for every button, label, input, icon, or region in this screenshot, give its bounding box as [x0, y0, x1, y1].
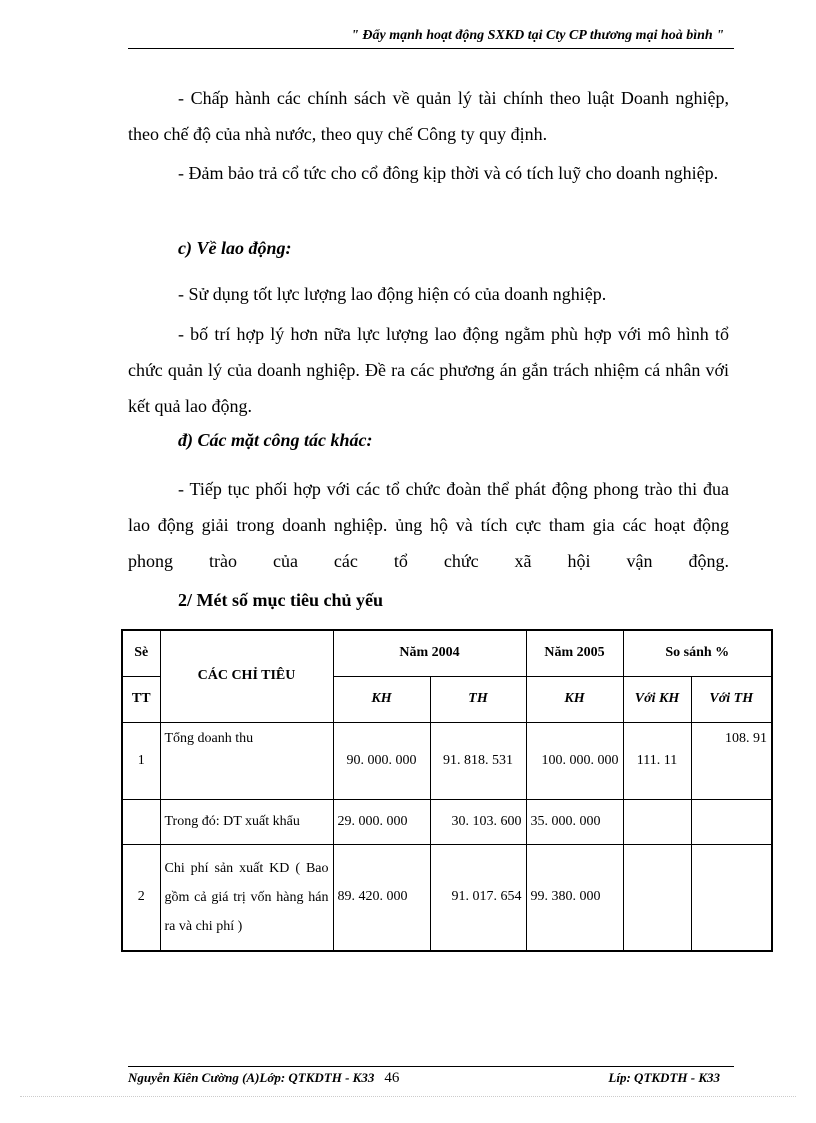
header-year-2004: Năm 2004: [333, 630, 526, 676]
heading-labor: c) Về lao động:: [178, 238, 292, 258]
header-year-2005: Năm 2005: [526, 630, 623, 676]
cell-vs-th: [691, 844, 772, 951]
paragraph-finance: - Chấp hành các chính sách về quản lý tài chính theo luật Doanh nghiệp, theo chế độ của nhà nước, theo quy chế Công ty quy định.: [128, 88, 729, 144]
cell-th-2004: 30. 103. 600: [430, 799, 526, 844]
header-kh-2004: KH: [333, 676, 430, 722]
header-th-2004: TH: [430, 676, 526, 722]
targets-table: [121, 629, 773, 952]
header-rule: [128, 48, 734, 49]
cell-vs-kh: 111. 11: [623, 722, 691, 799]
cell-name: Trong đó: DT xuất khẩu: [160, 799, 333, 844]
cell-kh-2004: 89. 420. 000: [333, 844, 430, 951]
cell-name: Tổng doanh thu: [160, 722, 333, 799]
paragraph-labor-arrange: - bố trí hợp lý hơn nữa lực lượng lao động ngằm phù hợp với mô hình tổ chức quản lý của doanh nghiệp. Đề ra các phương án gắn trách nhiệm cá nhân với kết quả lao động.: [128, 324, 729, 416]
table-row: [122, 799, 772, 844]
cell-stt: 2: [122, 844, 160, 951]
cell-stt: 1: [122, 722, 160, 799]
header-vs-kh: Với KH: [623, 676, 691, 722]
page-number: 46: [384, 1070, 400, 1086]
cell-stt: [122, 799, 160, 844]
cell-kh-2004: 90. 000. 000: [333, 722, 430, 799]
footer-author: [128, 1070, 399, 1087]
cell-kh-2005: 100. 000. 000: [526, 722, 623, 799]
cell-vs-kh: [623, 799, 691, 844]
header-title: " Đẩy mạnh hoạt động SXKD tại Cty CP thương mại hoà bình ": [351, 28, 724, 43]
header-comparison: So sánh %: [623, 630, 772, 676]
cell-name: Chi phí sản xuất KD ( Bao gồm cả giá trị vốn hàng hán ra và chi phí ): [160, 844, 333, 951]
footer-author-text: Nguyễn Kiên Cường (A)Lớp: QTKDTH - K33: [128, 1070, 375, 1085]
header-kh-2005: KH: [526, 676, 623, 722]
paragraph-dividend: - Đảm bảo trả cổ tức cho cổ đông kịp thời và có tích luỹ cho doanh nghiệp.: [178, 163, 719, 183]
paragraph-other-work: - Tiếp tục phối hợp với các tổ chức đoàn thể phát động phong trào thi đua lao động giải trong doanh nghiệp. ủng hộ và tích cực tham gia các hoạt động phong trào của các tổ chức xã hội vận động.: [128, 479, 729, 571]
footer-class: Líp: QTKDTH - K33: [608, 1070, 720, 1085]
cell-th-2004: 91. 017. 654: [430, 844, 526, 951]
page-edge-divider: [20, 1096, 796, 1097]
cell-kh-2005: 99. 380. 000: [526, 844, 623, 951]
heading-other-work: đ) Các mặt công tác khác:: [178, 430, 373, 450]
cell-kh-2004: 29. 000. 000: [333, 799, 430, 844]
header-stt-1: Sè: [122, 630, 160, 676]
cell-vs-th: [691, 799, 772, 844]
cell-kh-2005: 35. 000. 000: [526, 799, 623, 844]
cell-vs-th: 108. 91: [691, 722, 772, 799]
heading-targets: 2/ Mét số mục tiêu chủ yếu: [178, 590, 383, 610]
header-vs-th: Với TH: [691, 676, 772, 722]
table-row: [122, 722, 772, 799]
paragraph-labor-use: - Sử dụng tốt lực lượng lao động hiện có của doanh nghiệp.: [178, 284, 607, 304]
footer-rule: [128, 1066, 734, 1067]
table-row: [122, 844, 772, 951]
cell-vs-kh: [623, 844, 691, 951]
header-stt-2: TT: [122, 676, 160, 722]
cell-th-2004: 91. 818. 531: [430, 722, 526, 799]
table-header-row: [122, 630, 772, 676]
header-chi-tieu: CÁC CHỈ TIÊU: [160, 630, 333, 722]
